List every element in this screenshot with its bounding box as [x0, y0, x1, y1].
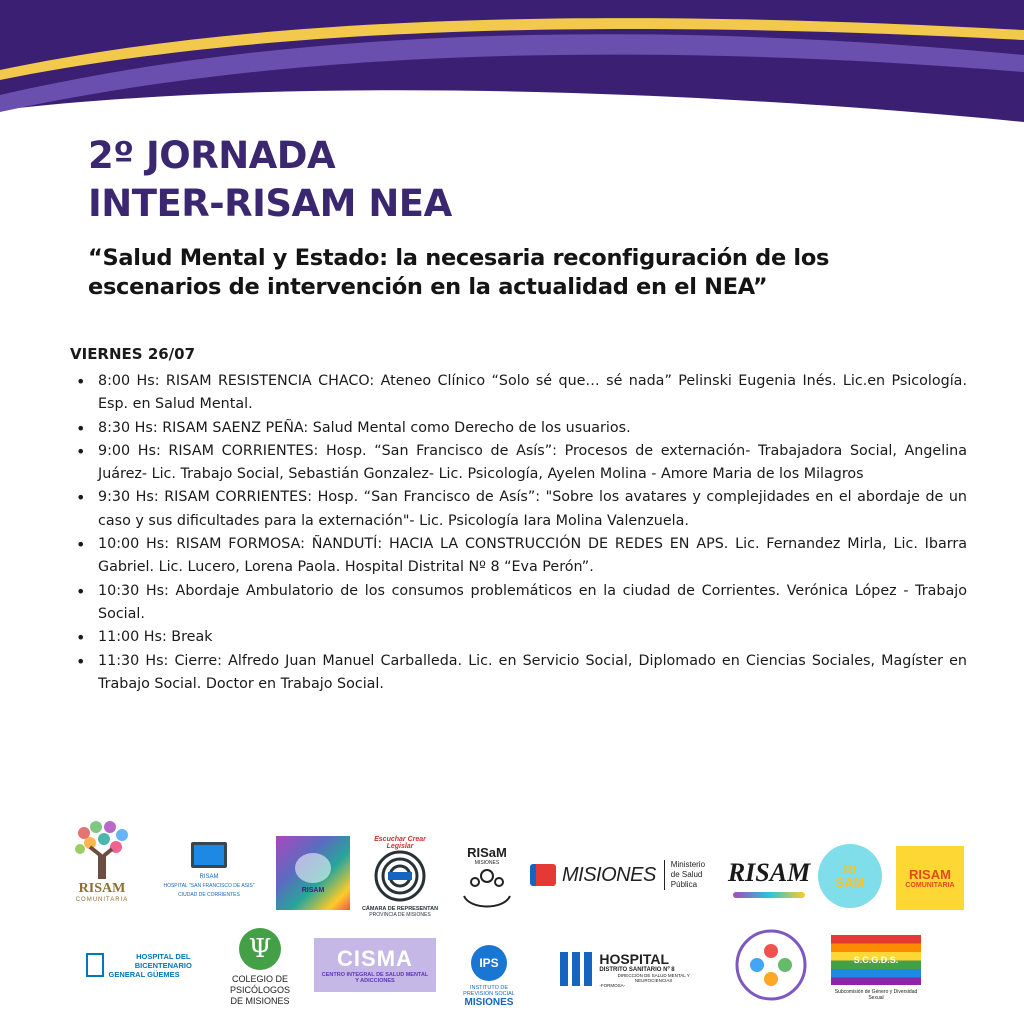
logo-scgds-sub: Subcomisión de Género y Diversidad Sexual	[834, 989, 918, 1001]
hospital-grid-icon	[560, 952, 593, 986]
logo-camara-line-2: PROVINCIA DE MISIONES	[369, 912, 431, 918]
logo-cisma-name: CISMA	[337, 946, 413, 971]
logo-bicentenario-line-2: GENERAL GÜEMES	[108, 969, 180, 979]
logo-colegio-text: COLEGIO DE PSICÓLOGOS DE MISIONES	[229, 973, 291, 1006]
logo-risam-circle-name: RI SAM	[835, 862, 865, 890]
logo-ips-line-1: INSTITUTO DE PREVISION SOCIAL	[463, 984, 515, 997]
logo-risam-misiones	[452, 834, 522, 924]
logo-risam-script-name: RISAM	[727, 858, 811, 887]
logo-scgds	[828, 930, 924, 1006]
logo-discapacidad-circle	[734, 928, 808, 1002]
logo-risam-yellow-name: RISAM	[909, 867, 951, 882]
logo-risam-comunitaria-sub: COMUNITARIA	[75, 897, 129, 903]
logo-cisma	[314, 938, 436, 992]
logo-misiones-ministerio	[530, 852, 716, 898]
program-item: • 11:00 Hs: Break	[70, 626, 967, 649]
monitor-icon	[191, 842, 227, 868]
logo-risam-chaco-name: RISAM	[301, 886, 325, 894]
logo-hospital-line-2: DISTRITO SANITARIO Nº 8	[599, 966, 675, 973]
logo-hospital-line-4: -FORMOSA-	[599, 982, 626, 988]
logo-risam-misiones-sub: MISIONES	[474, 859, 500, 866]
hands-people-icon	[460, 866, 514, 914]
people-circle-icon	[735, 929, 807, 1001]
event-subtitle-line-2: escenarios de intervención en la actualidad en el NEA”	[88, 274, 768, 300]
logo-hospital-line-3: DIRECCIÓN DE SALUD MENTAL Y NEUROCIENCIAS	[617, 972, 690, 983]
logo-risam-comunitaria	[66, 812, 138, 910]
program-item: • 10:30 Hs: Abordaje Ambulatorio de los consumos problemáticos en la ciudad de Corrientes. Verónica López - Trabajo Social.	[70, 580, 967, 627]
logo-risam-circle	[818, 844, 882, 908]
logo-misiones-divider	[664, 860, 665, 890]
logo-risam-comunitaria-name: RISAM	[78, 881, 126, 896]
ips-badge-text: IPS	[479, 955, 499, 970]
top-banner	[0, 0, 1024, 140]
logo-risam-corrientes-line-3: CIUDAD DE CORRIENTES	[178, 892, 240, 898]
logo-risam-yellow-sub: COMUNITARIA	[905, 882, 955, 889]
logo-bicentenario-line-1: HOSPITAL DEL BICENTENARIO	[134, 951, 192, 970]
logo-camara-arc-text: Escuchar Crear Legislar	[374, 836, 426, 850]
psi-icon	[239, 928, 281, 970]
misiones-flag-icon	[530, 864, 556, 886]
logo-ministerio-text: Ministerio de Salud Pública	[670, 860, 706, 889]
logo-colegio-psicologos	[222, 924, 298, 1010]
logo-risam-corrientes	[158, 830, 260, 910]
logo-camara-representantes	[360, 830, 440, 924]
event-title-line-1: 2º JORNADA	[88, 134, 336, 177]
program-item: • 10:00 Hs: RISAM FORMOSA: ÑANDUTÍ: HACIA LA CONSTRUCCIÓN DE REDES EN APS. Lic. Fernandez Mirla, Lic. Ibarra Gabriel. Lic. Lucero, Lorena Paola. Hospital Distrital Nº 8 “Eva Perón”.	[70, 533, 967, 580]
people-icon	[295, 853, 331, 883]
event-title-line-2: INTER-RISAM NEA	[88, 182, 452, 225]
logo-risam-chaco	[276, 836, 350, 910]
logo-hospital-line-1: HOSPITAL	[599, 950, 670, 967]
logo-risam-misiones-name: RISaM	[467, 844, 507, 860]
logo-risam-script	[728, 846, 810, 910]
logo-camara-line-1: CÁMARA DE REPRESENTAN	[361, 906, 439, 912]
hospital-cross-icon	[86, 953, 104, 977]
program-item: • 11:30 Hs: Cierre: Alfredo Juan Manuel Carballeda. Lic. en Servicio Social, Diplomado en Ciencias Sociales, Magíster en Trabajo Social. Doctor en Trabajo Social.	[70, 650, 967, 697]
fingerprint-icon	[374, 850, 426, 902]
program-item: • 9:30 Hs: RISAM CORRIENTES: Hosp. “San Francisco de Asís”: "Sobre los avatares y complejidades en el abordaje de un caso y sus dificultades para la externación"- Lic. Psicología Iara Molina Valenzuela.	[70, 486, 967, 533]
logo-risam-comunitaria-yellow	[896, 846, 964, 910]
rainbow-icon	[831, 935, 921, 985]
logo-misiones-word: MISIONES	[562, 863, 656, 886]
logo-hospital-distrito-8	[560, 944, 708, 994]
logo-scgds-name: S.C.G.D.S.	[853, 955, 899, 965]
ips-badge-icon	[471, 945, 507, 981]
logo-risam-corrientes-line-1: RISAM	[199, 874, 219, 880]
event-title	[88, 132, 452, 228]
tree-icon	[70, 819, 134, 881]
program-item: • 9:00 Hs: RISAM CORRIENTES: Hosp. “San Francisco de Asís”: Procesos de externación- Trabajadora Social, Angelina Juárez- Lic. Trabajo Social, Sebastián Gonzalez- Lic. Psicología, Ayelen Molina - Amore Maria de los Milagros	[70, 440, 967, 487]
logo-ips-misiones	[454, 936, 524, 1016]
psi-symbol: Ψ	[248, 933, 272, 964]
program-list	[70, 370, 967, 696]
logo-risam-script-underline	[733, 892, 805, 898]
event-subtitle	[88, 244, 948, 302]
logo-cisma-sub: CENTRO INTEGRAL DE SALUD MENTAL Y ADICCIONES	[321, 972, 429, 984]
program-item: • 8:30 Hs: RISAM SAENZ PEÑA: Salud Mental como Derecho de los usuarios.	[70, 417, 967, 440]
program-item: • 8:00 Hs: RISAM RESISTENCIA CHACO: Ateneo Clínico “Solo sé que… sé nada” Pelinski Eugenia Inés. Lic.en Psicología. Esp. en Salud Mental.	[70, 370, 967, 417]
program-day: VIERNES 26/07	[70, 345, 196, 363]
logo-ips-line-2: MISIONES	[464, 996, 514, 1008]
logo-hospital-bicentenario	[86, 942, 218, 988]
logo-risam-corrientes-line-2: HOSPITAL "SAN FRANCISCO DE ASIS"	[163, 883, 255, 889]
event-subtitle-line-1: “Salud Mental y Estado: la necesaria reconfiguración de los	[88, 245, 830, 271]
